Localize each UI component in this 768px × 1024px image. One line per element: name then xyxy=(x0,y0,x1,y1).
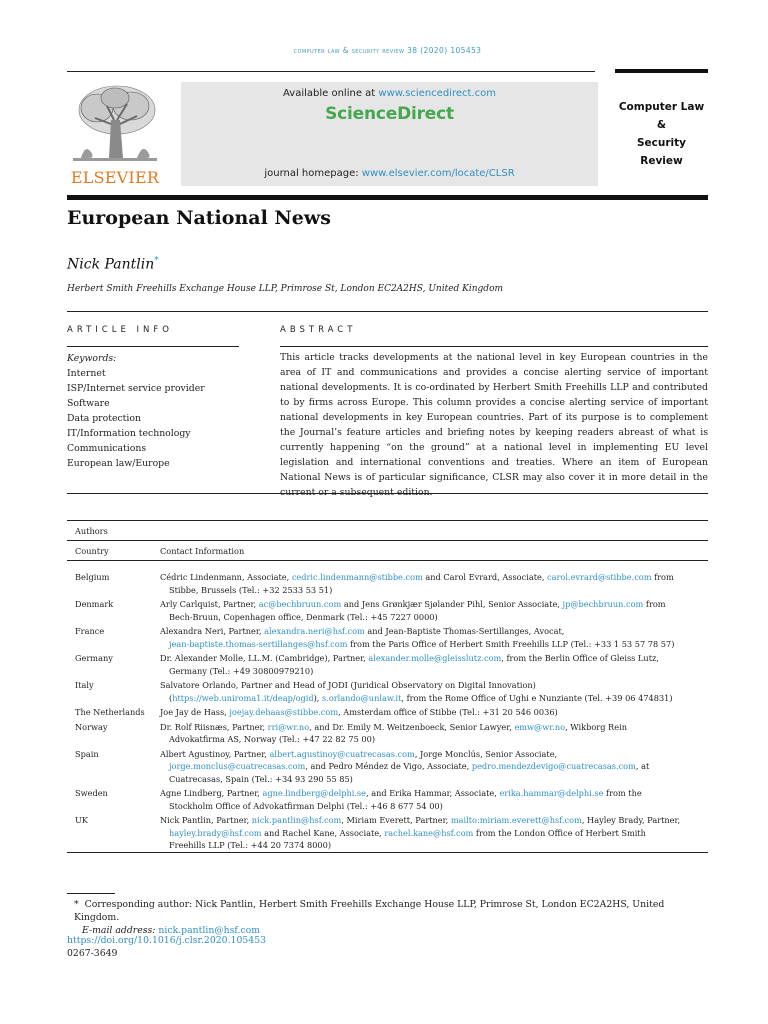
contact-cell xyxy=(152,746,708,786)
authors-table-body xyxy=(67,561,708,853)
journal-title-line2: & xyxy=(656,119,667,131)
elsevier-wordmark: ELSEVIER xyxy=(70,168,160,187)
contact-line: Salvatore Orlando, Partner and Head of JODI (Juridical Observatory on Digital Innovation) xyxy=(160,680,536,690)
contact-email-link[interactable]: albert.agustinoy@cuatrecasas.com xyxy=(269,748,415,759)
sciencedirect-banner xyxy=(181,82,598,186)
contact-cell xyxy=(152,677,708,704)
contact-email-link[interactable]: ac@bechbruun.com xyxy=(258,599,342,609)
column-header-contact: Contact Information xyxy=(160,546,245,556)
contact-line: Stockholm Office of Advokatfirman Delphi (Tel.: +46 8 677 54 00) xyxy=(169,800,443,811)
article-title: European National News xyxy=(67,207,331,229)
table-row xyxy=(67,746,708,786)
table-row xyxy=(67,650,708,677)
article-info-heading: ARTICLE INFO xyxy=(67,325,173,335)
journal-citation: computer law & security review 38 (2020) 105453 xyxy=(293,46,482,55)
footnote-rule xyxy=(67,893,115,894)
journal-title-line1: Computer Law xyxy=(618,101,705,113)
contact-email-link[interactable]: nick.pantlin@hsf.com xyxy=(251,815,342,825)
contact-cell xyxy=(152,650,708,677)
header-bottom-rule xyxy=(67,195,708,200)
contact-line: Stibbe, Brussels (Tel.: +32 2533 53 51) xyxy=(169,584,333,595)
contact-email-link[interactable]: jorge.monclus@cuatrecasas.com xyxy=(169,761,306,771)
keyword-item: Software xyxy=(67,398,110,409)
contact-cell xyxy=(152,623,708,650)
contact-email-link[interactable]: alexandra.neri@hsf.com xyxy=(264,626,365,636)
journal-header xyxy=(67,80,708,186)
keyword-item: Communications xyxy=(67,443,147,454)
contact-email-link[interactable]: rachel.kane@hsf.com xyxy=(384,827,474,838)
contact-email-link[interactable]: pedro.mendezdevigo@cuatrecasas.com xyxy=(471,761,636,771)
country-cell: Spain xyxy=(75,748,99,759)
contact-email-link[interactable]: jean-baptiste.thomas-sertillanges@hsf.com xyxy=(169,638,348,649)
journal-homepage-link[interactable]: www.elsevier.com/locate/CLSR xyxy=(361,168,515,179)
contact-cell xyxy=(152,719,708,746)
author-affiliation: Herbert Smith Freehills Exchange House LLP, Primrose St, London EC2A2HS, United Kingdom xyxy=(67,284,504,294)
email-label: E-mail address: xyxy=(82,925,156,936)
table-row xyxy=(67,704,708,719)
contact-line: (https://web.uniroma1.it/deap/ogid), s.orlando@unlaw.it, from the Rome Office of Ughi e Nunziante (Tel. +39 06 474831) xyxy=(169,692,673,703)
contact-line: Cédric Lindenmann, Associate, cedric.lindenmann@stibbe.com and Carol Evrard, Associate, carol.evrard@stibbe.com from xyxy=(160,572,674,582)
contact-line: jorge.monclus@cuatrecasas.com, and Pedro Méndez de Vigo, Associate, pedro.mendezdevigo@cuatrecasas.com, at xyxy=(169,761,650,771)
abstract-heading: ABSTRACT xyxy=(280,325,357,335)
country-cell: Italy xyxy=(75,680,94,690)
contact-cell xyxy=(152,704,708,719)
author-name: Nick Pantlin xyxy=(67,256,155,273)
contact-email-link[interactable]: emw@wr.no xyxy=(514,721,566,732)
header-top-rule-left xyxy=(67,71,595,72)
doi-link[interactable]: https://doi.org/10.1016/j.clsr.2020.105453 xyxy=(67,935,267,946)
header-top-rule-right xyxy=(615,69,708,73)
contact-line: Dr. Rolf Riisnæs, Partner, rri@wr.no, and Dr. Emily M. Weitzenboeck, Senior Lawyer, emw@wr.no, Wikborg Rein xyxy=(160,721,627,732)
keywords-label: Keywords: xyxy=(67,353,117,364)
article-info-rule xyxy=(67,346,239,347)
corresponding-author-footnote xyxy=(74,898,708,937)
table-row xyxy=(67,719,708,746)
country-cell: France xyxy=(75,626,105,636)
contact-email-link[interactable]: s.orlando@unlaw.it xyxy=(322,692,402,703)
keyword-item: Internet xyxy=(67,368,106,379)
table-row xyxy=(67,812,708,852)
sciencedirect-brand: ScienceDirect xyxy=(325,104,454,124)
keywords-list xyxy=(67,351,205,471)
elsevier-logo xyxy=(67,80,163,186)
author-line xyxy=(67,256,159,273)
country-cell: Sweden xyxy=(75,788,108,798)
country-cell: Germany xyxy=(75,653,113,663)
contact-line: Cuatrecasas, Spain (Tel.: +34 93 290 55 85) xyxy=(169,773,353,784)
contact-cell xyxy=(152,785,708,812)
contact-email-link[interactable]: agne.lindberg@delphi.se xyxy=(262,788,366,798)
table-row xyxy=(67,785,708,812)
contact-line: Dr. Alexander Molle, LL.M. (Cambridge), Partner, alexander.molle@gleisslutz.com, from the Berlin Office of Gleiss Lutz, xyxy=(160,653,659,663)
country-cell: The Netherlands xyxy=(75,707,145,717)
authors-caption: Authors xyxy=(75,526,108,536)
keyword-item: Data protection xyxy=(67,413,141,424)
column-header-country: Country xyxy=(75,546,109,556)
info-top-rule xyxy=(67,311,708,312)
contact-line: Joe Jay de Hass, joejay.dehaas@stibbe.com, Amsterdam office of Stibbe (Tel.: +31 20 546 0036) xyxy=(160,707,558,717)
contact-line: Agne Lindberg, Partner, agne.lindberg@delphi.se, and Erika Hammar, Associate, erika.hammar@delphi.se from the xyxy=(160,788,642,798)
authors-caption-row xyxy=(67,521,708,541)
contact-line: Freehills LLP (Tel.: +44 20 7374 8000) xyxy=(169,840,332,850)
journal-title-line3: Security Review xyxy=(636,137,687,167)
contact-email-link[interactable]: mailto:miriam.everett@hsf.com xyxy=(450,815,582,825)
contact-email-link[interactable]: jp@bechbruun.com xyxy=(562,599,644,609)
abstract-text: This article tracks developments at the national level in key European countries in the area of IT and communications and provides a concise alerting service of important national developments. It is co-ordinated by Herbert Smith Freehills LLP and contributed to by firms across Europe. This column provides a concise alerting service of important national developments in key European countries. Part of its purpose is to complement the Journal’s feature articles and briefing notes by keeping readers abreast of what is currently happening “on the ground” at a national level in implementing EU level legislation and international conventions and treaties. Where an item of European National News is of particular significance, CLSR may also cover it in more detail in the xyxy=(280,352,708,483)
contact-email-link[interactable]: alexander.molle@gleisslutz.com xyxy=(368,653,502,663)
contact-email-link[interactable]: rri@wr.no xyxy=(267,721,310,732)
keyword-item: ISP/Internet service provider xyxy=(67,383,205,394)
contact-line: hayley.brady@hsf.com and Rachel Kane, Associate, rachel.kane@hsf.com from the London Office of Herbert Smith xyxy=(169,827,646,838)
contact-email-link[interactable]: carol.evrard@stibbe.com xyxy=(547,572,652,582)
contact-cell xyxy=(152,596,708,623)
footnote-text: Corresponding author: Nick Pantlin, Herbert Smith Freehills Exchange House LLP, Primrose St, London EC2A2HS, United Kingdom. xyxy=(74,899,665,923)
journal-title-box xyxy=(615,80,708,186)
contact-email-link[interactable]: joejay.dehaas@stibbe.com xyxy=(229,707,339,717)
contact-line: Alexandra Neri, Partner, alexandra.neri@hsf.com and Jean-Baptiste Thomas-Sertillanges, Avocat, xyxy=(160,626,565,636)
journal-homepage-label: journal homepage: xyxy=(264,168,362,179)
contact-line: Albert Agustinoy, Partner, albert.agustinoy@cuatrecasas.com, Jorge Monclús, Senior Associate, xyxy=(160,748,558,759)
contact-line: Advokatfirma AS, Norway (Tel.: +47 22 82 75 00) xyxy=(169,734,376,744)
issn: 0267-3649 xyxy=(67,948,118,959)
sciencedirect-url-link[interactable]: www.sciencedirect.com xyxy=(378,88,496,99)
country-cell: Denmark xyxy=(75,599,114,609)
abstract-bottom-rule xyxy=(67,493,708,494)
country-cell: UK xyxy=(75,815,89,825)
contact-email-link[interactable]: cedric.lindenmann@stibbe.com xyxy=(291,572,423,582)
contact-line: Arly Carlquist, Partner, ac@bechbruun.com and Jens Grønkjær Sjølander Pihl, Senior Associate, jp@bechbruun.com from xyxy=(160,599,666,609)
country-cell: Norway xyxy=(75,721,108,732)
available-online-label: Available online at xyxy=(283,88,379,99)
corresponding-author-mark[interactable]: * xyxy=(154,256,159,266)
table-row xyxy=(67,596,708,623)
table-row xyxy=(67,561,708,597)
elsevier-tree-icon xyxy=(67,80,163,166)
keyword-item: IT/Information technology xyxy=(67,428,191,439)
country-cell: Belgium xyxy=(75,572,110,582)
contact-line: Germany (Tel.: +49 30800979210) xyxy=(169,665,314,676)
contact-line: Bech-Bruun, Copenhagen office, Denmark (Tel.: +45 7227 0000) xyxy=(169,611,438,622)
contact-cell xyxy=(152,561,708,597)
contact-url-link[interactable]: https://web.uniroma1.it/deap/ogid xyxy=(172,692,314,703)
journal-homepage-line xyxy=(181,168,598,179)
authors-header-row xyxy=(67,541,708,561)
contact-cell xyxy=(152,812,708,852)
contact-line: Nick Pantlin, Partner, nick.pantlin@hsf.com, Miriam Everett, Partner, mailto:miriam.everett@hsf.com, Hayley Brady, Partner, xyxy=(160,815,681,825)
table-row xyxy=(67,623,708,650)
keyword-item: European law/Europe xyxy=(67,458,170,469)
author-email-link[interactable]: nick.pantlin@hsf.com xyxy=(158,925,261,936)
footnote-mark: * xyxy=(74,899,79,910)
contact-email-link[interactable]: hayley.brady@hsf.com xyxy=(169,827,262,838)
available-online-line xyxy=(181,88,598,99)
contact-email-link[interactable]: erika.hammar@delphi.se xyxy=(499,788,604,798)
table-row xyxy=(67,677,708,704)
authors-table xyxy=(67,520,708,853)
abstract-rule xyxy=(280,346,708,347)
contact-line: jean-baptiste.thomas-sertillanges@hsf.com from the Paris Office of Herbert Smith Freehills LLP (Tel.: +33 1 53 57 78 57) xyxy=(169,638,675,649)
